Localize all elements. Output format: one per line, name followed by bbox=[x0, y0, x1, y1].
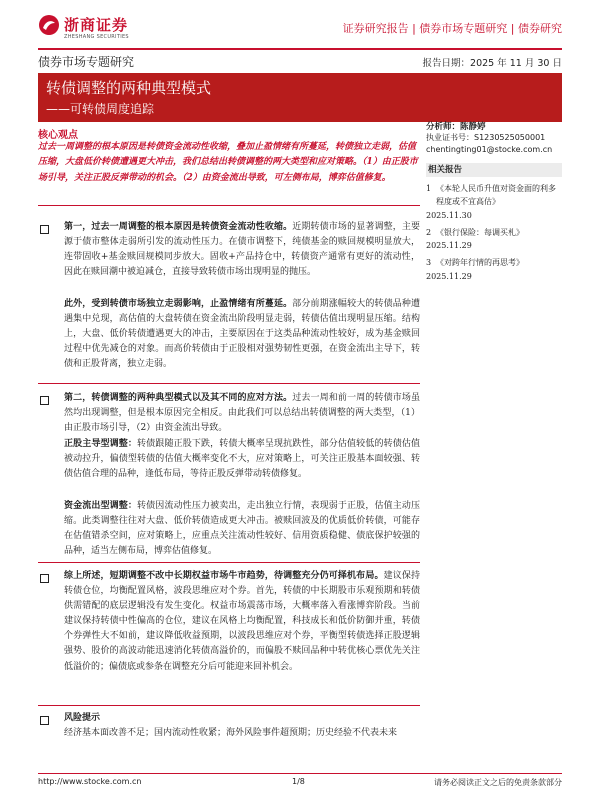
paragraph-body: 部分前期涨幅较大的转债品种遭遇集中兑现，高估值的大盘转债在资金流出阶段明显走弱，转债估值出现明显压缩。结构上，大盘、低价转债遭遇更大的冲击，主要原因在于这类品种流动性较好，成为基金赎回过程中优先减仓的对象。而高价转债由于正股相对强势韧性更强，在资金流出主导下，转债和正股背离，独立走弱。 bbox=[64, 299, 420, 370]
paragraph-lead: 第一，过去一周调整的根本原因是转债资金流动性收缩。 bbox=[64, 222, 293, 232]
related-reports-heading: 相关报告 bbox=[426, 163, 562, 177]
paragraph-2 bbox=[64, 297, 420, 372]
report-series: 债券市场专题研究 bbox=[38, 55, 135, 69]
risk-heading: 风险提示 bbox=[64, 713, 101, 723]
analyst-email[interactable]: chentingting01@stocke.com.cn bbox=[426, 145, 553, 154]
related-report-number: 3 bbox=[426, 258, 432, 268]
footer-divider bbox=[38, 773, 562, 774]
section-divider bbox=[38, 705, 420, 706]
analyst-name: 分析师：陈静婷 bbox=[426, 122, 486, 132]
logo-english-name: ZHESHANG SECURITIES bbox=[64, 34, 129, 40]
paragraph-lead: 第二，转债调整的两种典型模式以及其不同的应对方法。 bbox=[64, 393, 293, 403]
paragraph-lead: 正股主导型调整： bbox=[64, 439, 138, 449]
report-date: 报告日期：2025 年 11 月 30 日 bbox=[422, 58, 562, 69]
related-report-title: 《对跨年行情的再思考》 bbox=[436, 258, 524, 268]
related-reports-list bbox=[426, 182, 562, 283]
bullet-icon bbox=[40, 225, 49, 234]
paragraph-1 bbox=[64, 220, 420, 280]
bullet-icon bbox=[40, 716, 49, 725]
report-categories: 证券研究报告 | 债券市场专题研究 | 债券研究 bbox=[342, 22, 562, 35]
page-header bbox=[0, 0, 600, 52]
report-subtitle: ——可转债周度追踪 bbox=[46, 102, 155, 116]
key-points-heading: 核心观点 bbox=[38, 130, 78, 141]
related-report-date: 2025.11.29 bbox=[426, 241, 472, 251]
paragraph-6 bbox=[64, 569, 420, 675]
footer-disclaimer: 请务必阅读正文之后的免责条款部分 bbox=[434, 778, 562, 787]
risk-warning bbox=[64, 711, 420, 741]
logo-name: 浙商证券 bbox=[64, 16, 129, 34]
related-report-item[interactable] bbox=[426, 226, 562, 253]
paragraph-lead: 综上所述，短期调整不改中长期权益市场牛市趋势，待调整充分仍可择机布局。 bbox=[64, 571, 384, 581]
bullet-icon bbox=[40, 396, 49, 405]
related-report-date: 2025.11.29 bbox=[426, 271, 472, 281]
paragraph-lead: 此外，受到转债市场独立走弱影响，止盈情绪有所蔓延。 bbox=[64, 299, 293, 309]
paragraph-body: 转债跟随正股下跌，转债大概率呈现抗跌性，部分估值较低的转债估值被动拉升，偏债型转债的估值大概率变化不大，应对策略上，可关注正股基本面较强、转债估值合理的品种，逢低布局，等待正股反弹带动转债修复。 bbox=[64, 439, 420, 480]
logo-icon bbox=[38, 14, 60, 36]
paragraph-3 bbox=[64, 391, 420, 436]
paragraph-4 bbox=[64, 437, 420, 482]
risk-body: 经济基本面改善不足；国内流动性收紧；海外风险事件超预期；历史经验不代表未来 bbox=[64, 728, 398, 739]
related-report-item[interactable] bbox=[426, 182, 562, 222]
analyst-info bbox=[426, 120, 562, 156]
company-logo bbox=[38, 12, 148, 44]
paragraph-body: 建议保持转债仓位，均衡配置风格，波段思维应对个券。首先，转债的中长期股市乐观预期和转债供需错配的底层逻辑没有发生变化。权益市场震荡市场，大概率落入看涨博弈阶段。当前建议保持转债中性偏高的仓位，建议在风格上均衡配置，科技成长和低价防御并重，转债个券弹性大不如前，建议降低收益预期，以波段思维应对个券，平衡型转债选择正股逻辑强势、股价的高波动能迅速消化转债高溢价的，而偏股不赎回品种中转优核心票优先关注低溢价的；偏债底或参条在调整充分后可能迎来回补机会。 bbox=[64, 571, 420, 672]
title-banner bbox=[38, 73, 562, 122]
section-divider bbox=[38, 383, 420, 384]
paragraph-lead: 资金流出型调整： bbox=[64, 501, 138, 511]
paragraph-body: 过去一周和前一周的转债市场虽然均出现调整，但是根本原因完全相反。由此我们可以总结出转债调整的两大类型，（1）由正股市场引导，（2）由资金流出导致。 bbox=[64, 393, 420, 434]
section-divider bbox=[38, 562, 420, 563]
key-points-text: 过去一周调整的根本原因是转债资金流动性收缩，叠加止盈情绪有所蔓延，转债独立走弱，估值压缩，大盘低价转债遭遇更大冲击，我们总结出转债调整的两大类型和应对策略。（1）由正股市场引导，关注正股反弹带动的机会。（2）由资金流出导致，可左侧布局，博弈估值修复。 bbox=[38, 142, 418, 183]
page-number: 1/8 bbox=[292, 777, 305, 786]
section-divider bbox=[38, 205, 420, 206]
bullet-icon bbox=[40, 574, 49, 583]
paragraph-5 bbox=[64, 499, 420, 559]
footer-website-link[interactable]: http://www.stocke.com.cn bbox=[38, 777, 142, 786]
related-report-item[interactable] bbox=[426, 256, 562, 283]
paragraph-body: 转债因流动性压力被卖出，走出独立行情，表现弱于正股，估值主动压缩。此类调整往往对大盘、低价转债造成更大冲击。被赎回波及的优质低价转债，可能存在估值错杀空间，应对策略上，应重点关注流动性较好、信用资质稳健、债底保护较强的品种，适当左侧布局，博弈估值修复。 bbox=[64, 501, 420, 557]
header-divider bbox=[38, 48, 562, 50]
related-report-title: 《本轮人民币升值对资金面的利多程度或不宜高估》 bbox=[436, 184, 556, 207]
related-report-date: 2025.11.30 bbox=[426, 210, 472, 220]
paragraph-body: 近期转债市场的显著调整，主要源于债市整体走弱所引发的流动性压力。在债市调整下，纯债基金的赎回规模明显放大，连带固收+基金赎回规模同步放大。固收+产品持仓中，转债资产通常有更好的流动性，因此在赎回潮中被迫减仓，直接导致转债市场出现明显的抛压。 bbox=[64, 222, 420, 278]
analyst-cert: 执业证书号：S1230525050001 bbox=[426, 133, 546, 142]
related-report-number: 2 bbox=[426, 227, 432, 237]
report-title: 转债调整的两种典型模式 bbox=[46, 79, 212, 97]
related-report-number: 1 bbox=[426, 184, 432, 193]
related-report-title: 《银行保险：每调买札》 bbox=[436, 227, 524, 237]
